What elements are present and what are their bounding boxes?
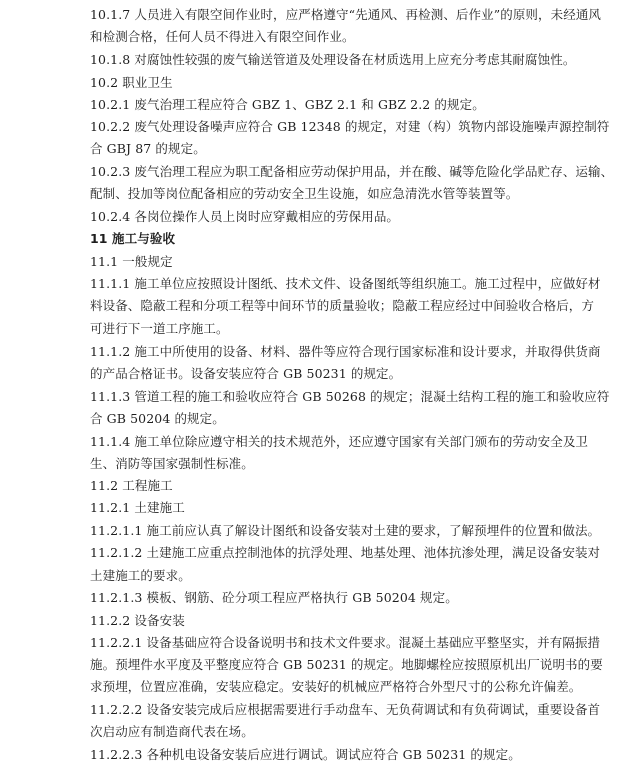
text-line: 11.1.2 施工中所使用的设备、材料、器件等应符合现行国家标准和设计要求，并取得供货商 bbox=[90, 344, 601, 359]
text-line: 11.2.1 土建施工 bbox=[90, 500, 185, 515]
text-line: 11.2.1.2 土建施工应重点控制池体的抗浮处理、地基处理、池体抗渗处理，满足设备安装对 bbox=[90, 545, 601, 560]
text-line: 求预埋，位置应准确，安装应稳定。安装好的机械应严格符合外型尺寸的公称允许偏差。 bbox=[90, 679, 582, 694]
text-line: 11.2.2.2 设备安装完成后应根据需要进行手动盘车、无负荷调试和有负荷调试，重要设备首 bbox=[90, 702, 601, 717]
text-line: 和检测合格，任何人员不得进入有限空间作业。 bbox=[90, 29, 355, 44]
text-line: 11.1 一般规定 bbox=[90, 254, 173, 269]
text-line: 料设备、隐蔽工程和分项工程等中间环节的质量验收；隐蔽工程应经过中间验收合格后，方 bbox=[90, 298, 595, 313]
text-line: 10.2 职业卫生 bbox=[90, 75, 173, 90]
text-line: 的产品合格证书。设备安装应符合 GB 50231 的规定。 bbox=[90, 366, 402, 381]
text-line: 生、消防等国家强制性标准。 bbox=[90, 456, 254, 471]
text-line: 10.1.7 人员进入有限空间作业时，应严格遵守“先通风、再检测、后作业”的原则，未经通风 bbox=[90, 7, 602, 22]
text-line: 土建施工的要求。 bbox=[90, 568, 191, 583]
section-heading: 11 施工与验收 bbox=[90, 231, 176, 246]
text-line: 11.2.1.1 施工前应认真了解设计图纸和设备安装对土建的要求，了解预埋件的位置和做法。 bbox=[90, 523, 601, 538]
text-line: 11.2 工程施工 bbox=[90, 478, 173, 493]
text-line: 10.2.1 废气治理工程应符合 GBZ 1、GBZ 2.1 和 GBZ 2.2 的规定。 bbox=[90, 97, 485, 112]
text-line: 10.2.2 废气处理设备噪声应符合 GB 12348 的规定，对建（构）筑物内部设施噪声源控制符 bbox=[90, 119, 610, 134]
text-line: 11.1.3 管道工程的施工和验收应符合 GB 50268 的规定；混凝土结构工程的施工和验收应符 bbox=[90, 389, 610, 404]
text-line: 10.2.3 废气治理工程应为职工配备相应劳动保护用品，并在酸、碱等危险化学品贮存、运输、 bbox=[90, 164, 614, 179]
text-line: 11.1.1 施工单位应按照设计图纸、技术文件、设备图纸等组织施工。施工过程中，应做好材 bbox=[90, 276, 601, 291]
text-line: 11.2.1.3 模板、钢筋、砼分项工程应严格执行 GB 50204 规定。 bbox=[90, 590, 458, 605]
text-line: 可进行下一道工序施工。 bbox=[90, 321, 229, 336]
text-line: 合 GBJ 87 的规定。 bbox=[90, 141, 206, 156]
text-line: 11.1.4 施工单位除应遵守相关的技术规范外，还应遵守国家有关部门颁布的劳动安全及卫 bbox=[90, 434, 589, 449]
text-line: 11.2.2.3 各种机电设备安装后应进行调试。调试应符合 GB 50231 的规定。 bbox=[90, 747, 521, 762]
text-line: 10.2.4 各岗位操作人员上岗时应穿戴相应的劳保用品。 bbox=[90, 209, 400, 224]
text-line: 施。预埋件水平度及平整度应符合 GB 50231 的规定。地脚螺栓应按照原机出厂说明书的要 bbox=[90, 657, 603, 672]
text-line: 11.2.2 设备安装 bbox=[90, 613, 185, 628]
text-line: 11.2.2.1 设备基础应符合设备说明书和技术文件要求。混凝土基础应平整坚实，并有隔振措 bbox=[90, 635, 601, 650]
text-line: 10.1.8 对腐蚀性较强的废气输送管道及处理设备在材质选用上应充分考虑其耐腐蚀性。 bbox=[90, 52, 576, 67]
text-line: 合 GB 50204 的规定。 bbox=[90, 411, 225, 426]
text-line: 配制、投加等岗位配备相应的劳动安全卫生设施，如应急清洗水管等装置等。 bbox=[90, 186, 519, 201]
text-line: 次启动应有制造商代表在场。 bbox=[90, 724, 254, 739]
